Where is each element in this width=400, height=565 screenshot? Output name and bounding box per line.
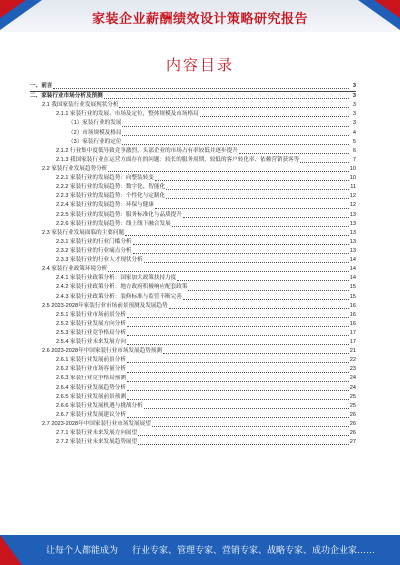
toc-entry[interactable]: [30, 375, 356, 384]
toc-entry-page: 6: [352, 147, 356, 154]
toc-entry-title: 2.4 家装行业政策环境分析: [42, 266, 108, 273]
toc-entry[interactable]: [30, 92, 356, 101]
toc-entry-page: 3: [352, 120, 356, 127]
toc-entry[interactable]: [30, 138, 356, 147]
toc-leader-dots: [172, 226, 349, 227]
toc-entry-page: 23: [349, 366, 356, 373]
toc-leader-dots: [152, 426, 349, 427]
toc-entry-title: 2.6 2023-2028年中国家装行业市场发展趋势预测: [42, 348, 162, 355]
toc-entry-page: 10: [349, 175, 356, 182]
toc-entry-title: 2.4.1 家装行业政策分析：国家加大政策扶持力度: [56, 275, 177, 282]
toc-entry[interactable]: [30, 283, 356, 292]
toc-leader-dots: [155, 208, 349, 209]
toc-entry[interactable]: [30, 238, 356, 247]
toc-entry[interactable]: [30, 265, 356, 274]
toc-entry-page: 24: [349, 375, 356, 382]
toc-leader-dots: [169, 308, 349, 309]
toc-entry-page: 22: [349, 357, 356, 364]
toc-leader-dots: [104, 98, 349, 99]
toc-entry[interactable]: [30, 119, 356, 128]
toc-entry-page: 10: [349, 165, 356, 172]
toc-entry-title: 2.3 家装行业发展面临的主要问题: [42, 229, 125, 236]
toc-entry[interactable]: [30, 402, 356, 411]
toc-entry-page: 26: [349, 421, 356, 428]
toc-entry[interactable]: [30, 356, 356, 365]
toc-entry[interactable]: [30, 110, 356, 119]
toc-entry-title: 2.4.3 家装行业政策分析：装修标准与监管不断完善: [56, 293, 182, 300]
toc-entry-title: 2.5.3 家装行业竞争格局分析: [56, 329, 126, 336]
toc-entry-title: 2.2.1 家装行业的发展趋势：向整装转变: [56, 175, 154, 182]
toc-entry[interactable]: [30, 365, 356, 374]
toc-entry-page: 14: [349, 266, 356, 273]
toc-entry-page: 14: [349, 257, 356, 264]
toc-entry-page: 21: [349, 348, 356, 355]
toc-leader-dots: [144, 262, 349, 263]
toc-entry[interactable]: [30, 329, 356, 338]
toc-entry-title: 2.5.1 家装行业市场前景分析: [56, 311, 126, 318]
toc-entry-title: 2.7 2023-2028年中国家装行业市场发展展望: [42, 421, 151, 428]
toc-leader-dots: [125, 235, 349, 236]
toc-entry[interactable]: [30, 183, 356, 192]
toc-leader-dots: [188, 290, 348, 291]
toc-entry-page: 3: [352, 111, 356, 118]
toc-heading: 内容目录: [165, 56, 234, 74]
toc-entry-page: 12: [349, 202, 356, 209]
toc-leader-dots: [183, 217, 349, 218]
toc-entry-page: 25: [349, 393, 356, 400]
toc-entry-page: 16: [349, 302, 356, 309]
toc-entry-title: 2.6.2 家装行业市场容量分析: [56, 366, 126, 373]
toc-entry-title: 一、前言: [30, 82, 53, 89]
toc-entry[interactable]: [30, 192, 356, 201]
toc-entry[interactable]: [30, 229, 356, 238]
toc-entry-title: 2.6.4 家装行业发展趋势分析: [56, 384, 126, 391]
toc-leader-dots: [163, 353, 349, 354]
toc-entry[interactable]: [30, 129, 356, 138]
toc-entry[interactable]: [30, 384, 356, 393]
footer-slogan-right: 行业专家、管理专家、营销专家、战略专家、成功企业家……: [132, 545, 376, 555]
table-of-contents: [30, 82, 356, 447]
toc-entry-title: （3）家装行业的定位: [68, 138, 122, 145]
toc-leader-dots: [127, 344, 349, 345]
toc-entry-title: 2.5 2023-2028年家装行业市场前景预测及发展趋势: [42, 302, 168, 309]
toc-leader-dots: [108, 171, 348, 172]
toc-entry[interactable]: [30, 201, 356, 210]
toc-entry-title: 2.6.7 家装行业发展建议分析: [56, 411, 126, 418]
toc-entry[interactable]: [30, 393, 356, 402]
toc-leader-dots: [53, 88, 349, 89]
toc-entry[interactable]: [30, 347, 356, 356]
toc-leader-dots: [166, 198, 349, 199]
toc-leader-dots: [183, 299, 349, 300]
toc-leader-dots: [144, 408, 349, 409]
toc-leader-dots: [127, 326, 349, 327]
document-title: 家装企业薪酬绩效设计策略研究报告: [91, 11, 308, 26]
toc-entry-title: 2.6.6 家装行业发展机遇与挑战分析: [56, 402, 143, 409]
toc-entry-title: 2.1 我国家装行业发展现状分析: [42, 102, 119, 109]
footer-slogan-left: 让每个人都能成为: [46, 545, 119, 555]
toc-entry[interactable]: [30, 82, 356, 92]
toc-entry[interactable]: [30, 274, 356, 283]
toc-entry[interactable]: [30, 429, 356, 438]
toc-entry-page: 13: [349, 247, 356, 254]
top-banner: [0, 0, 400, 32]
toc-entry[interactable]: [30, 420, 356, 429]
toc-leader-dots: [155, 180, 349, 181]
toc-entry-title: 2.2.6 家装行业的发展趋势：线上线下融合发展: [56, 220, 171, 227]
toc-leader-dots: [133, 253, 349, 254]
toc-leader-dots: [177, 280, 348, 281]
toc-entry-title: 2.2.2 家装行业的发展趋势：数字化、智能化: [56, 184, 166, 191]
toc-entry-page: 16: [349, 320, 356, 327]
toc-entry-page: 27: [349, 439, 356, 446]
footer-banner: [0, 535, 400, 565]
toc-entry[interactable]: [30, 311, 356, 320]
toc-entry-page: 26: [349, 430, 356, 437]
toc-entry-page: 24: [349, 384, 356, 391]
toc-entry-page: 5: [352, 138, 356, 145]
toc-entry-title: 2.4.2 家装行业政策分析：地方政府积极响应配套政策: [56, 284, 188, 291]
toc-entry[interactable]: [30, 165, 356, 174]
toc-leader-dots: [239, 153, 349, 154]
toc-entry-page: 7: [352, 156, 356, 163]
toc-entry[interactable]: [30, 256, 356, 265]
toc-leader-dots: [166, 189, 349, 190]
toc-entry[interactable]: [30, 302, 356, 311]
toc-entry-title: 2.6.3 家装行业竞争格局预测: [56, 375, 126, 382]
toc-entry-page: 12: [349, 193, 356, 200]
toc-leader-dots: [300, 162, 349, 163]
toc-leader-dots: [127, 381, 349, 382]
toc-leader-dots: [127, 362, 349, 363]
toc-entry-title: 2.3.1 家装行业的行业门槛分析: [56, 238, 132, 245]
toc-entry-title: 2.5.2 家装行业发展方向分析: [56, 320, 126, 327]
toc-entry-page: 3: [352, 93, 356, 100]
toc-leader-dots: [127, 372, 349, 373]
toc-entry-title: 2.1.1 家装行业的发展、市场及定位，整体规模及市场格局: [56, 111, 199, 118]
toc-entry-title: 2.5.4 家装行业未来发展方向: [56, 339, 126, 346]
toc-entry[interactable]: [30, 220, 356, 229]
toc-entry-title: 2.6.5 家装行业发展前景预测: [56, 393, 126, 400]
toc-entry-page: 13: [349, 220, 356, 227]
toc-entry-page: 3: [352, 102, 356, 109]
toc-entry-title: 二、家装行业市场分析及预测: [30, 93, 103, 100]
toc-entry-page: 14: [349, 275, 356, 282]
toc-entry-page: 26: [349, 411, 356, 418]
toc-entry-page: 4: [352, 129, 356, 136]
toc-entry-title: （2）市场规模及格局: [68, 129, 122, 136]
toc-entry-page: 15: [349, 293, 356, 300]
toc-entry-title: 2.2 家装行业发展趋势分析: [42, 165, 108, 172]
toc-entry-page: 13: [349, 229, 356, 236]
toc-entry-page: 15: [349, 284, 356, 291]
toc-entry-page: 17: [349, 329, 356, 336]
toc-entry[interactable]: [30, 211, 356, 220]
toc-leader-dots: [119, 107, 349, 108]
toc-leader-dots: [127, 335, 349, 336]
toc-leader-dots: [127, 417, 349, 418]
toc-leader-dots: [138, 435, 349, 436]
toc-entry[interactable]: [30, 156, 356, 165]
toc-entry[interactable]: [30, 247, 356, 256]
toc-leader-dots: [122, 126, 349, 127]
toc-entry-title: 2.1.3 我国家装行业在运营方面存在的问题：较长的服务周期，较低的客户转化率、依赖营销获客等: [56, 156, 300, 163]
toc-entry[interactable]: [30, 174, 356, 183]
toc-entry-page: 11: [350, 184, 356, 191]
toc-entry-page: 3: [352, 82, 356, 89]
toc-leader-dots: [122, 135, 349, 136]
toc-leader-dots: [127, 399, 349, 400]
toc-entry[interactable]: [30, 147, 356, 156]
toc-entry-title: 2.1.2 行业集中度低导致竞争激烈，头部企业的市场占有率较低并逐步提升: [56, 147, 238, 154]
toc-leader-dots: [108, 271, 348, 272]
toc-entry[interactable]: [30, 411, 356, 420]
toc-leader-dots: [200, 116, 349, 117]
footer-slogan: [46, 543, 375, 556]
toc-entry-title: 2.3.2 家装行业的行业痛点分析: [56, 247, 132, 254]
footer-red-accent: [0, 535, 22, 565]
toc-leader-dots: [127, 390, 349, 391]
toc-entry[interactable]: [30, 101, 356, 110]
toc-entry-title: 2.6.1 家装行业发展前景分析: [56, 357, 126, 364]
toc-leader-dots: [127, 317, 349, 318]
toc-entry-title: 2.7.2 家装行业未来发展趋势展望: [56, 439, 138, 446]
toc-entry-title: 2.2.4 家装行业的发展趋势：环保与健康: [56, 202, 154, 209]
toc-entry-page: 25: [349, 402, 356, 409]
toc-entry[interactable]: [30, 338, 356, 347]
toc-entry-title: 2.2.3 家装行业的发展趋势：个性化与定制化: [56, 193, 166, 200]
toc-entry-page: 17: [349, 339, 356, 346]
toc-entry-title: 2.3.3 家装行业的行业人才现状分析: [56, 257, 143, 264]
toc-leader-dots: [122, 144, 349, 145]
toc-entry-title: （1）家装行业的发展: [68, 120, 122, 127]
toc-entry[interactable]: [30, 438, 356, 447]
toc-leader-dots: [138, 444, 349, 445]
toc-entry[interactable]: [30, 320, 356, 329]
toc-entry-page: 13: [349, 211, 356, 218]
toc-entry-page: 13: [349, 238, 356, 245]
toc-entry-page: 16: [349, 311, 356, 318]
toc-entry[interactable]: [30, 293, 356, 302]
toc-leader-dots: [133, 244, 349, 245]
toc-entry-title: 2.2.5 家装行业的发展趋势：服务标准化与品质提升: [56, 211, 182, 218]
toc-entry-title: 2.7.1 家装行业未来发展方向展望: [56, 430, 138, 437]
